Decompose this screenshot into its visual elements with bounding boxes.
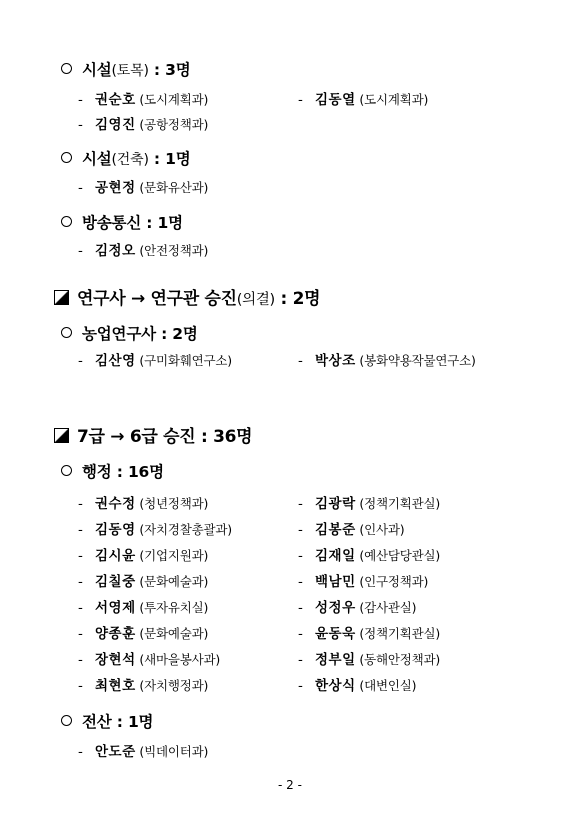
heading-title: 7급 → 6급 승진 (77, 427, 196, 447)
person-name: 공현정 (95, 180, 136, 196)
list-item: - 장현석 (새마을봉사과) (78, 652, 221, 668)
square-bullet-icon (54, 428, 69, 443)
section-title: 전산 (82, 713, 112, 731)
person-name: 김동열 (315, 92, 356, 108)
square-bullet-icon (54, 290, 69, 305)
circle-bullet-icon (61, 216, 72, 227)
person-name: 장현석 (95, 652, 136, 668)
list-item: - 김봉준 (인사과) (298, 522, 405, 538)
list-item: - 김동열 (도시계획과) (298, 92, 429, 108)
section-subtitle: (건축) (111, 152, 149, 168)
section-title: 시설 (82, 150, 112, 168)
list-item: - 김영진 (공항정책과) (78, 117, 209, 133)
heading-title: 연구사 → 연구관 승진 (77, 289, 237, 309)
section-title: 행정 (82, 463, 112, 481)
section-heading-architecture (61, 147, 190, 169)
department: (구미화훼연구소) (135, 353, 232, 368)
heading-count: : 2명 (274, 289, 321, 309)
department: (공항정책과) (135, 117, 209, 132)
department: (봉화약용작물연구소) (355, 353, 476, 368)
circle-bullet-icon (61, 327, 72, 338)
list-item: - 공현정 (문화유산과) (78, 180, 209, 196)
list-item: - 김시윤 (기업지원과) (78, 548, 209, 564)
list-item: - 정부일 (동해안정책과) (298, 652, 441, 668)
department: (청년정책과) (135, 496, 209, 511)
major-heading-grade-promotion (54, 422, 252, 447)
circle-bullet-icon (61, 152, 72, 163)
circle-bullet-icon (61, 465, 72, 476)
person-name: 김칠중 (95, 574, 136, 590)
list-item: - 윤동욱 (정책기획관실) (298, 626, 441, 642)
department: (정책기획관실) (355, 496, 441, 511)
department: (동해안정책과) (355, 652, 441, 667)
person-name: 최현호 (95, 678, 136, 694)
person-name: 양종훈 (95, 626, 136, 642)
person-name: 백남민 (315, 574, 356, 590)
list-item: - 김산영 (구미화훼연구소) (78, 353, 232, 369)
department: (감사관실) (355, 600, 417, 615)
department: (대변인실) (355, 678, 417, 693)
person-name: 김산영 (95, 353, 136, 369)
department: (투자유치실) (135, 600, 209, 615)
person-name: 안도준 (95, 744, 136, 760)
person-name: 성정우 (315, 600, 356, 616)
section-count: : 3명 (148, 61, 191, 79)
section-heading-computing (61, 710, 153, 732)
list-item: - 양종훈 (문화예술과) (78, 626, 209, 642)
person-name: 권수정 (95, 496, 136, 512)
section-heading-civil (61, 58, 190, 80)
heading-subtitle: (의결) (236, 292, 275, 308)
section-subtitle: (토목) (111, 63, 149, 79)
list-item: - 안도준 (빅데이터과) (78, 744, 209, 760)
section-count: : 16명 (111, 463, 164, 481)
person-name: 김봉준 (315, 522, 356, 538)
section-title: 농업연구사 (82, 325, 156, 343)
list-item: - 최현호 (자치행정과) (78, 678, 209, 694)
department: (기업지원과) (135, 548, 209, 563)
person-name: 정부일 (315, 652, 356, 668)
list-item: - 권순호 (도시계획과) (78, 92, 209, 108)
department: (빅데이터과) (135, 744, 209, 759)
list-item: - 김광락 (정책기획관실) (298, 496, 441, 512)
person-name: 윤동욱 (315, 626, 356, 642)
department: (안전정책과) (135, 243, 209, 258)
department: (문화예술과) (135, 574, 209, 589)
person-name: 서영제 (95, 600, 136, 616)
section-count: : 1명 (111, 713, 154, 731)
department: (자치경찰총괄과) (135, 522, 232, 537)
department: (도시계획과) (135, 92, 209, 107)
list-item: - 한상식 (대변인실) (298, 678, 417, 694)
list-item: - 성정우 (감사관실) (298, 600, 417, 616)
person-name: 김동영 (95, 522, 136, 538)
list-item: - 백남민 (인구정책과) (298, 574, 429, 590)
department: (도시계획과) (355, 92, 429, 107)
person-name: 권순호 (95, 92, 136, 108)
section-heading-administration (61, 460, 164, 482)
department: (인사과) (355, 522, 405, 537)
list-item: - 김정오 (안전정책과) (78, 243, 209, 259)
person-name: 김광락 (315, 496, 356, 512)
heading-count: : 36명 (195, 427, 253, 447)
section-title: 시설 (82, 61, 112, 79)
person-name: 김재일 (315, 548, 356, 564)
list-item: - 서영제 (투자유치실) (78, 600, 209, 616)
department: (새마을봉사과) (135, 652, 221, 667)
section-title: 방송통신 (82, 214, 142, 232)
department: (자치행정과) (135, 678, 209, 693)
list-item: - 박상조 (봉화약용작물연구소) (298, 353, 476, 369)
circle-bullet-icon (61, 715, 72, 726)
list-item: - 김칠중 (문화예술과) (78, 574, 209, 590)
department: (문화예술과) (135, 626, 209, 641)
list-item: - 김동영 (자치경찰총괄과) (78, 522, 232, 538)
person-name: 김정오 (95, 243, 136, 259)
person-name: 박상조 (315, 353, 356, 369)
list-item: - 김재일 (예산담당관실) (298, 548, 441, 564)
department: (인구정책과) (355, 574, 429, 589)
person-name: 김영진 (95, 117, 136, 133)
list-item: - 권수정 (청년정책과) (78, 496, 209, 512)
person-name: 한상식 (315, 678, 356, 694)
page-number: - 2 - (278, 778, 302, 792)
circle-bullet-icon (61, 63, 72, 74)
section-count: : 1명 (148, 150, 191, 168)
department: (정책기획관실) (355, 626, 441, 641)
section-count: : 2명 (155, 325, 198, 343)
person-name: 김시윤 (95, 548, 136, 564)
department: (문화유산과) (135, 180, 209, 195)
section-heading-broadcast (61, 211, 183, 233)
department: (예산담당관실) (355, 548, 441, 563)
major-heading-researcher-promotion (54, 284, 320, 309)
section-heading-agri-research (61, 322, 198, 344)
section-count: : 1명 (141, 214, 183, 232)
